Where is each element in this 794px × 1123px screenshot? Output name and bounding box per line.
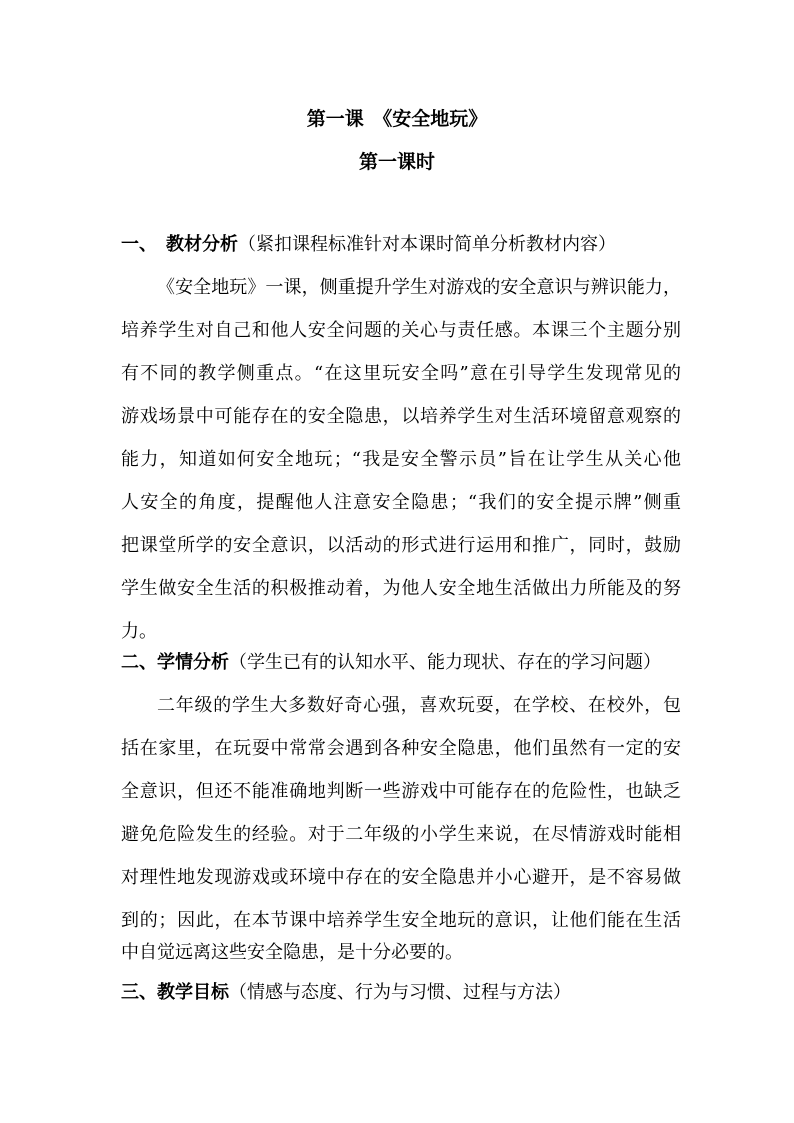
paragraph-line: 二年级的学生大多数好奇心强，喜欢玩耍，在学校、在校外，包	[157, 695, 681, 716]
lesson-subtitle: 第一课时	[358, 151, 435, 173]
section-title: 教材分析	[166, 234, 238, 255]
paragraph-line: 游戏场景中可能存在的安全隐患，以培养学生对生活环境留意观察的	[121, 406, 681, 427]
section-note: （情感与态度、行为与习惯、过程与方法）	[229, 982, 571, 1003]
paragraph-line: 避免危险发生的经验。对于二年级的小学生来说，在尽情游戏时能相	[121, 824, 681, 845]
paragraph-line: 有不同的教学侧重点。“在这里玩安全吗”意在引导学生发现常见的	[121, 363, 681, 384]
paragraph-line: 学生做安全生活的积极推动着，为他人安全地生活做出力所能及的努	[121, 578, 681, 599]
section-note: （紧扣课程标准针对本课时简单分析教材内容）	[238, 234, 616, 255]
section-number: 二、	[121, 652, 157, 673]
paragraph-line: 能力，知道如何安全地玩；“我是安全警示员”旨在让学生从关心他	[121, 449, 681, 470]
section-number: 三、	[121, 982, 157, 1003]
paragraph-line: 对理性地发现游戏或环境中存在的安全隐患并小心避开，是不容易做	[121, 867, 681, 888]
lesson-title: 第一课 《安全地玩》	[306, 108, 488, 130]
paragraph-line: 全意识，但还不能准确地判断一些游戏中可能存在的危险性，也缺乏	[121, 781, 681, 802]
section-title: 学情分析	[157, 652, 229, 673]
section-note: （学生已有的认知水平、能力现状、存在的学习问题）	[229, 652, 661, 673]
paragraph-line: 把课堂所学的安全意识，以活动的形式进行运用和推广，同时，鼓励	[121, 535, 681, 556]
paragraph-line: 培养学生对自己和他人安全问题的关心与责任感。本课三个主题分别	[121, 320, 681, 341]
paragraph-line: 《安全地玩》一课，侧重提升学生对游戏的安全意识与辨识能力，	[157, 277, 681, 298]
paragraph-line: 中自觉远离这些安全隐患，是十分必要的。	[121, 942, 463, 963]
section-heading-student-analysis	[121, 648, 661, 674]
section-heading-teaching-goals	[121, 978, 571, 1004]
paragraph-line: 力。	[121, 621, 157, 642]
section-title: 教学目标	[157, 982, 229, 1003]
paragraph-line: 括在家里，在玩耍中常常会遇到各种安全隐患，他们虽然有一定的安	[121, 738, 681, 759]
section-number: 一、	[121, 234, 166, 255]
paragraph-line: 到的；因此，在本节课中培养学生安全地玩的意识，让他们能在生活	[121, 910, 681, 931]
section-heading-textbook-analysis	[121, 230, 616, 256]
paragraph-line: 人安全的角度，提醒他人注意安全隐患；“我们的安全提示牌”侧重	[121, 492, 681, 513]
